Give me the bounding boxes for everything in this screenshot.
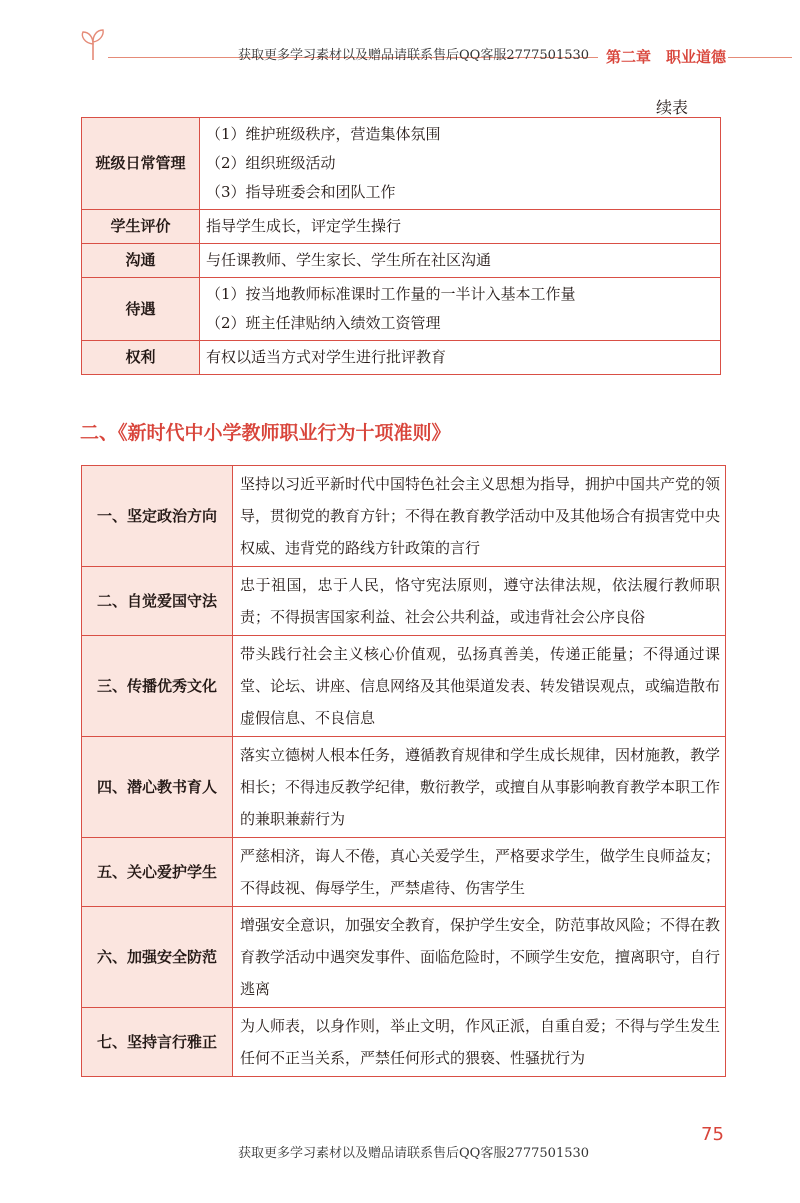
row-key: 班级日常管理 bbox=[82, 118, 200, 210]
table-row bbox=[82, 244, 721, 278]
row-key: 学生评价 bbox=[82, 210, 200, 244]
table-row bbox=[82, 907, 726, 1008]
row-key: 权利 bbox=[82, 341, 200, 375]
row-key: 二、自觉爱国守法 bbox=[82, 567, 233, 636]
row-value bbox=[200, 118, 721, 210]
footer-promo: 获取更多学习素材以及赠品请联系售后QQ客服2777501530 bbox=[238, 1146, 590, 1161]
row-key: 六、加强安全防范 bbox=[82, 907, 233, 1008]
table-row bbox=[82, 1008, 726, 1077]
value-line: （2）组织班级活动 bbox=[206, 154, 336, 172]
row-value: 坚持以习近平新时代中国特色社会主义思想为指导，拥护中国共产党的领导，贯彻党的教育方针；不得在教育教学活动中及其他场合有损害党中央权威、违背党的路线方针政策的言行 bbox=[233, 466, 726, 567]
header-rule-right bbox=[728, 57, 792, 58]
ten-code-of-conduct-table bbox=[81, 465, 726, 1077]
table-row bbox=[82, 636, 726, 737]
table-row bbox=[82, 118, 721, 210]
page-number: 75 bbox=[701, 1124, 724, 1145]
row-key: 一、坚定政治方向 bbox=[82, 466, 233, 567]
row-value bbox=[200, 244, 721, 278]
row-key: 沟通 bbox=[82, 244, 200, 278]
table-row bbox=[82, 838, 726, 907]
row-value: 为人师表，以身作则，举止文明，作风正派，自重自爱；不得与学生发生任何不正当关系，严禁任何形式的猥亵、性骚扰行为 bbox=[233, 1008, 726, 1077]
value-line: 指导学生成长，评定学生操行 bbox=[206, 217, 402, 235]
table-row bbox=[82, 466, 726, 567]
table-row bbox=[82, 341, 721, 375]
table-row bbox=[82, 737, 726, 838]
table-row bbox=[82, 567, 726, 636]
row-value bbox=[200, 210, 721, 244]
row-key: 四、潜心教书育人 bbox=[82, 737, 233, 838]
value-line: （1）维护班级秩序，营造集体氛围 bbox=[206, 125, 441, 143]
header-promo: 获取更多学习素材以及赠品请联系售后QQ客服2777501530 bbox=[238, 48, 590, 63]
chapter-title: 第二章 职业道德 bbox=[606, 48, 727, 66]
row-value: 严慈相济，诲人不倦，真心关爱学生，严格要求学生，做学生良师益友；不得歧视、侮辱学生，严禁虐待、伤害学生 bbox=[233, 838, 726, 907]
row-key: 七、坚持言行雅正 bbox=[82, 1008, 233, 1077]
row-value bbox=[200, 341, 721, 375]
row-key: 待遇 bbox=[82, 278, 200, 341]
section-title: 二、《新时代中小学教师职业行为十项准则》 bbox=[80, 422, 451, 444]
table-row bbox=[82, 210, 721, 244]
value-line: （3）指导班委会和团队工作 bbox=[206, 183, 396, 201]
row-value: 忠于祖国，忠于人民，恪守宪法原则，遵守法律法规，依法履行教师职责；不得损害国家利益、社会公共利益，或违背社会公序良俗 bbox=[233, 567, 726, 636]
value-line: （2）班主任津贴纳入绩效工资管理 bbox=[206, 314, 441, 332]
row-key: 三、传播优秀文化 bbox=[82, 636, 233, 737]
row-value: 落实立德树人根本任务，遵循教育规律和学生成长规律，因材施教，教学相长；不得违反教学纪律，敷衍教学，或擅自从事影响教育教学本职工作的兼职兼薪行为 bbox=[233, 737, 726, 838]
value-line: （1）按当地教师标准课时工作量的一半计入基本工作量 bbox=[206, 285, 576, 303]
value-line: 有权以适当方式对学生进行批评教育 bbox=[206, 348, 447, 366]
continued-label: 续表 bbox=[656, 98, 689, 117]
class-teacher-duties-table bbox=[81, 117, 721, 375]
sprout-icon bbox=[78, 27, 108, 61]
row-key: 五、关心爱护学生 bbox=[82, 838, 233, 907]
row-value bbox=[200, 278, 721, 341]
table-row bbox=[82, 278, 721, 341]
row-value: 增强安全意识，加强安全教育，保护学生安全，防范事故风险；不得在教育教学活动中遇突发事件、面临危险时，不顾学生安危，擅离职守，自行逃离 bbox=[233, 907, 726, 1008]
row-value: 带头践行社会主义核心价值观，弘扬真善美，传递正能量；不得通过课堂、论坛、讲座、信息网络及其他渠道发表、转发错误观点，或编造散布虚假信息、不良信息 bbox=[233, 636, 726, 737]
value-line: 与任课教师、学生家长、学生所在社区沟通 bbox=[206, 251, 492, 269]
